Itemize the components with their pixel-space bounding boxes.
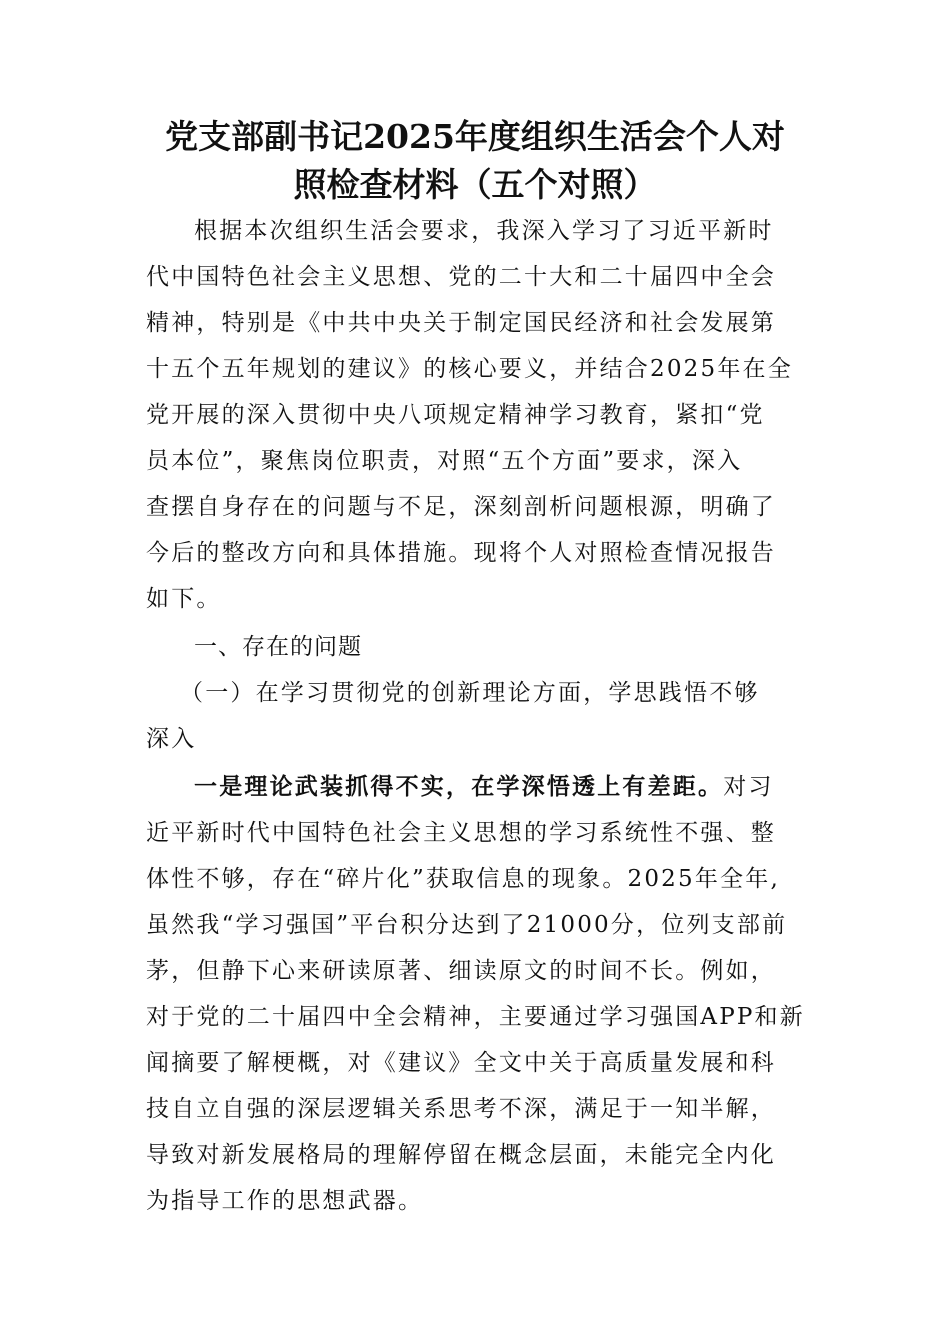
point-line: 茅，但静下心来研读原著、细读原文的时间不长。例如， [146, 958, 776, 984]
point-tail-text: 对习 [723, 774, 774, 800]
point-line: 虽然我“学习强国”平台积分达到了21000分，位列支部前 [146, 912, 788, 938]
intro-line: 代中国特色社会主义思想、党的二十大和二十届四中全会 [146, 264, 776, 290]
intro-line: 根据本次组织生活会要求，我深入学习了习近平新时 [194, 218, 774, 244]
intro-line: 精神，特别是《中共中央关于制定国民经济和社会发展第 [146, 310, 776, 336]
intro-line: 查摆自身存在的问题与不足，深刻剖析问题根源，明确了 [146, 494, 776, 520]
document-title-line-2: 照检查材料（五个对照） [293, 165, 657, 204]
intro-line: 如下。 [146, 586, 222, 612]
intro-line: 员本位”，聚焦岗位职责，对照“五个方面”要求，深入 [146, 448, 743, 474]
point-line: 对于党的二十届四中全会精神，主要通过学习强国APP和新 [146, 1004, 805, 1030]
point-line: 导致对新发展格局的理解停留在概念层面，未能完全内化 [146, 1142, 776, 1168]
subsection-heading-line-2: 深入 [146, 726, 197, 752]
subsection-heading-line-1: （一）在学习贯彻党的创新理论方面，学思践悟不够 [180, 680, 760, 706]
point-line: 为指导工作的思想武器。 [146, 1188, 424, 1214]
point-line: 闻摘要了解梗概，对《建议》全文中关于高质量发展和科 [146, 1050, 776, 1076]
point-line: 近平新时代中国特色社会主义思想的学习系统性不强、整 [146, 820, 776, 846]
document-title-line-1: 党支部副书记2025年度组织生活会个人对 [165, 117, 785, 156]
point-first-line [194, 771, 774, 803]
point-line: 体性不够，存在“碎片化”获取信息的现象。2025年全年, [146, 866, 780, 892]
point-lead-text: 一是理论武装抓得不实，在学深悟透上有差距。 [194, 773, 724, 800]
intro-line: 党开展的深入贯彻中央八项规定精神学习教育，紧扣“党 [146, 402, 765, 428]
point-line: 技自立自强的深层逻辑关系思考不深，满足于一知半解， [146, 1096, 776, 1122]
intro-line: 十五个五年规划的建议》的核心要义，并结合2025年在全 [146, 356, 793, 382]
intro-line: 今后的整改方向和具体措施。现将个人对照检查情况报告 [146, 540, 776, 566]
section-heading: 一、存在的问题 [194, 634, 362, 660]
